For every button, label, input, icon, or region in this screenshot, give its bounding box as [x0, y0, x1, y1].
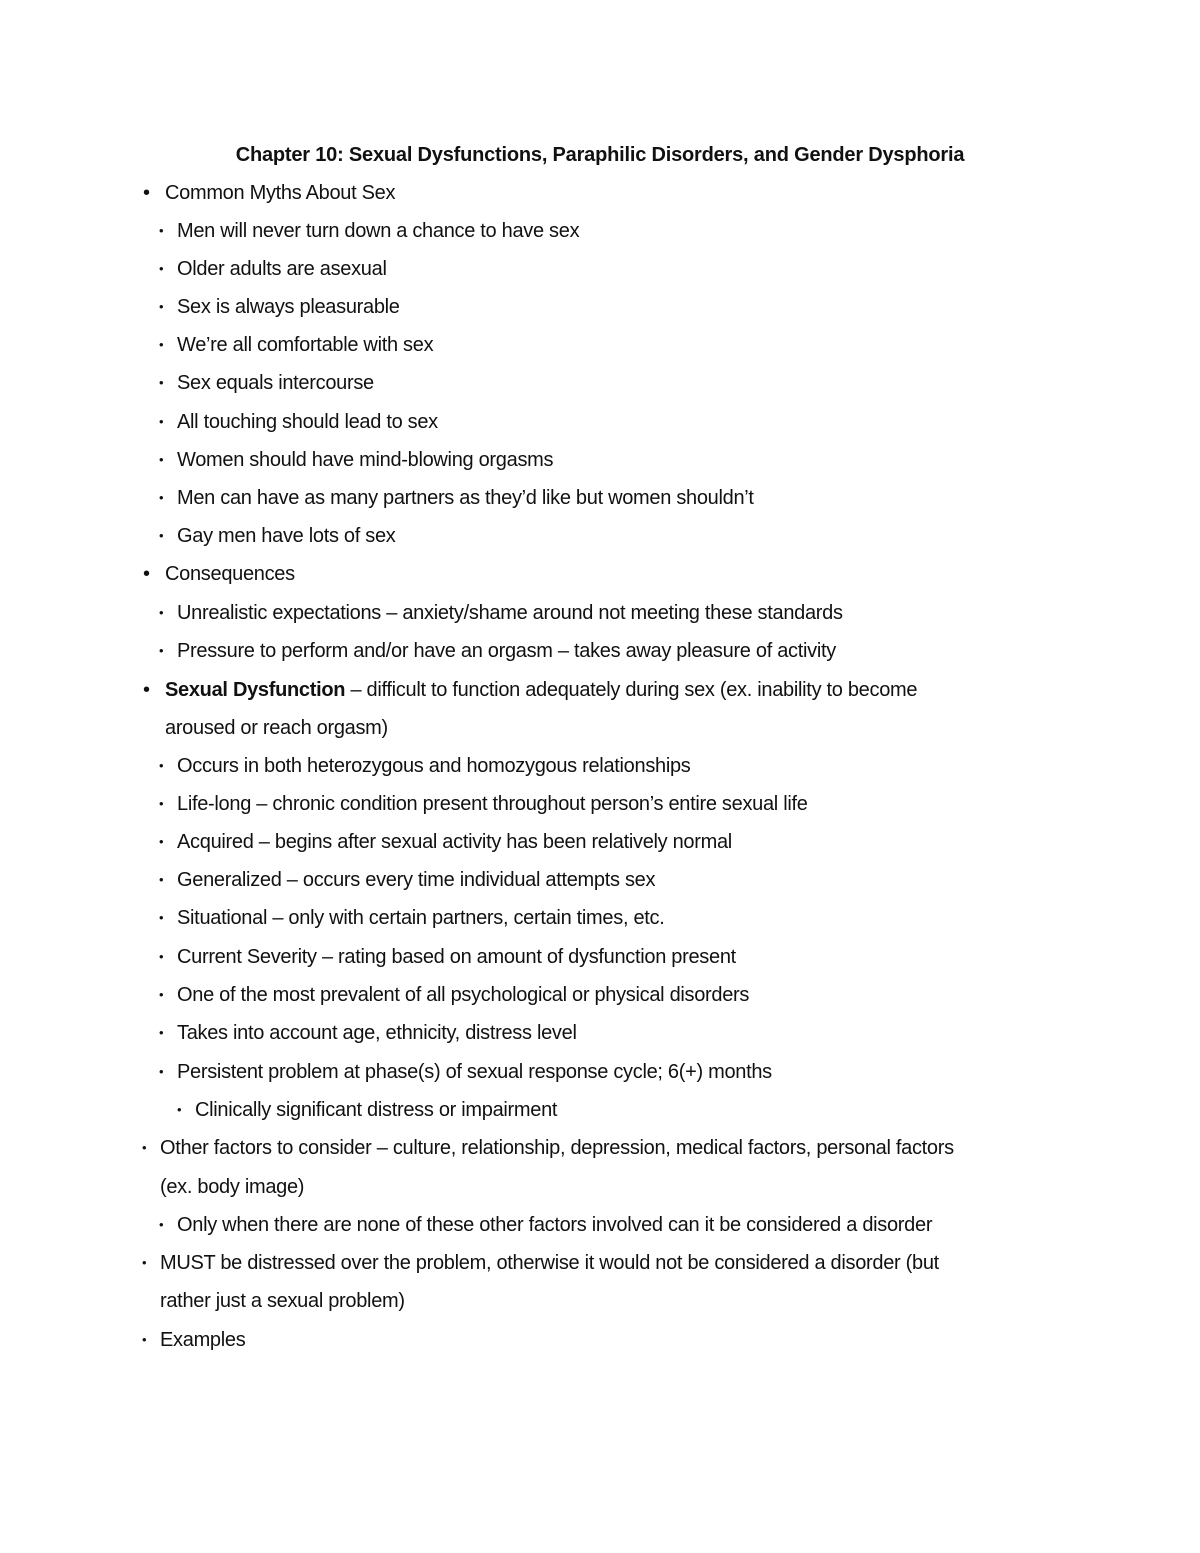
- list-item-text: Men can have as many partners as they’d like but women shouldn’t: [177, 487, 754, 509]
- list-item-text: Occurs in both heterozygous and homozygous relationships: [177, 755, 691, 777]
- list-item-text: All touching should lead to sex: [177, 411, 438, 433]
- list-item-text: Pressure to perform and/or have an orgasm – takes away pleasure of activity: [177, 640, 836, 662]
- list-item-text: Takes into account age, ethnicity, distress level: [177, 1022, 577, 1044]
- list-item-text: Persistent problem at phase(s) of sexual response cycle; 6(+) months: [177, 1061, 772, 1083]
- list-item-text: Current Severity – rating based on amount of dysfunction present: [177, 946, 736, 968]
- document-title: Chapter 10: Sexual Dysfunctions, Paraphilic Disorders, and Gender Dysphoria: [235, 144, 965, 166]
- bullet-glyph: •: [159, 758, 164, 773]
- bullet-glyph: •: [143, 182, 150, 204]
- list-item-text: Examples: [160, 1329, 246, 1351]
- bold-term: Sexual Dysfunction: [165, 679, 346, 701]
- bullet-glyph: •: [159, 528, 164, 543]
- bullet-glyph: •: [159, 452, 164, 467]
- bullet-glyph: •: [159, 834, 164, 849]
- bullet-glyph: •: [159, 1217, 164, 1232]
- bullet-glyph: •: [143, 563, 150, 585]
- list-item-text: We’re all comfortable with sex: [177, 334, 434, 356]
- bullet-glyph: •: [159, 987, 164, 1002]
- list-item-text: Common Myths About Sex: [165, 182, 396, 204]
- bullet-glyph: •: [159, 949, 164, 964]
- list-item-text: Sex equals intercourse: [177, 372, 374, 394]
- list-item-text: (ex. body image): [160, 1176, 305, 1198]
- bullet-glyph: •: [159, 872, 164, 887]
- list-item-text: Men will never turn down a chance to have sex: [177, 220, 580, 242]
- bullet-glyph: •: [159, 223, 164, 238]
- bullet-glyph: •: [177, 1102, 182, 1117]
- bullet-glyph: •: [159, 605, 164, 620]
- list-item-text: Other factors to consider – culture, relationship, depression, medical factors, personal factors: [160, 1137, 954, 1159]
- list-item-text: Only when there are none of these other factors involved can it be considered a disorder: [177, 1214, 933, 1236]
- bullet-glyph: •: [159, 1064, 164, 1079]
- bullet-glyph: •: [159, 261, 164, 276]
- list-item-text: Life-long – chronic condition present throughout person’s entire sexual life: [177, 793, 808, 815]
- bullet-glyph: •: [159, 375, 164, 390]
- list-item-text: MUST be distressed over the problem, otherwise it would not be considered a disorder (but: [160, 1252, 939, 1274]
- bullet-glyph: •: [142, 1140, 147, 1155]
- list-item-text: Sex is always pleasurable: [177, 296, 400, 318]
- bullet-glyph: •: [159, 910, 164, 925]
- bullet-glyph: •: [143, 679, 150, 701]
- list-item-text: Consequences: [165, 563, 295, 585]
- bullet-glyph: •: [159, 796, 164, 811]
- list-item-text: Unrealistic expectations – anxiety/shame around not meeting these standards: [177, 602, 843, 624]
- bullet-glyph: •: [159, 490, 164, 505]
- bullet-glyph: •: [159, 1025, 164, 1040]
- list-item-text: Clinically significant distress or impairment: [195, 1099, 558, 1121]
- bullet-glyph: •: [142, 1332, 147, 1347]
- term-definition: – difficult to function adequately during sex (ex. inability to become: [345, 679, 918, 701]
- list-item-text: Acquired – begins after sexual activity has been relatively normal: [177, 831, 732, 853]
- list-item-text: Women should have mind-blowing orgasms: [177, 449, 554, 471]
- list-item-text: aroused or reach orgasm): [165, 717, 388, 739]
- list-item-text: One of the most prevalent of all psychological or physical disorders: [177, 984, 750, 1006]
- bullet-glyph: •: [159, 337, 164, 352]
- list-item-text: Gay men have lots of sex: [177, 525, 396, 547]
- bullet-glyph: •: [159, 299, 164, 314]
- bullet-glyph: •: [142, 1255, 147, 1270]
- bullet-glyph: •: [159, 414, 164, 429]
- list-item-text: Situational – only with certain partners, certain times, etc.: [177, 907, 665, 929]
- list-item-text: rather just a sexual problem): [160, 1290, 405, 1312]
- list-item-text: Generalized – occurs every time individual attempts sex: [177, 869, 656, 891]
- bullet-glyph: •: [159, 643, 164, 658]
- list-item-text: [165, 676, 917, 704]
- list-item-text: Older adults are asexual: [177, 258, 387, 280]
